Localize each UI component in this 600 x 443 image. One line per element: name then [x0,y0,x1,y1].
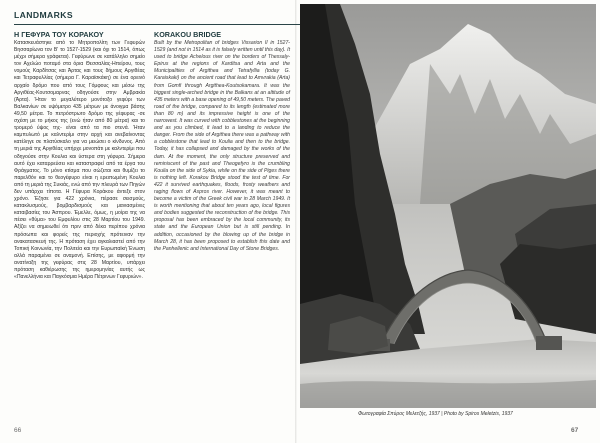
photo-caption: Φωτογραφία Σπύρος Μελετζής, 1937 | Photo by Spiros Meletzis, 1937 [358,411,513,417]
english-heading: KORAKOU BRIDGE [154,30,222,39]
greek-article [14,30,145,281]
english-body: Built by the Metropolitan of bridges Vissarion II in 1527-1529 (and not in 1514 as it is falsely written until this day). It used to bridge Achelous river on the borders of Thessaly-Epirus at the regions of Karditsa and Arta and the Municipalities of Argithea and Tetrafyllia (today G. Karaiskaki) on the ancient road that lead to Amvrakia (Arta) from Gomfi through Argithea-Koutsokamara. It was the biggest single-arched bridge in the Balkans at an altitude of 435 meters with a base opening of 49,50 meters. The paved road of the bridge, compared to its length (estimated more than 80 m) and its impressive height is one of the narrowest. It was curved with cobblestones at the beginning and as you climbed, it lead to a landing to reduce the danger. From the side of Argithea there was a pathway with a cobblestone that lead to Koulia and then to the bridge. Today, it has collapsed and damaged by the works of the dam. At the moment, the only structure preserved and reminiscent of the past and Theogefyro is the crumbling Koulia on the side of Sykia, while on the side of Piges there is nothing left. Korakou Bridge stood the test of time. For 422 it survived earthquakes, floods, frosty weathers and raging flows of Aspros river. However, it was meant to become a victim of the Greek civil war in 28 March 1949. It is worth mentioning that about ten years ago, local figures and bodies suggested the reconstruction of the bridge. This proposal has been embraced by the local community, its state and the European Union but is still pending. In addition, occasioned by the blowing up of the bridge in March 28, it has been proposed to establish this date and the Panhellenic and International Day of Stone Bridges. [154,40,290,252]
bridge-photo [300,4,596,408]
page-number-right: 67 [571,427,579,434]
english-article [154,30,290,253]
greek-heading: Η ΓΕΦΥΡΑ ΤΟΥ ΚΟΡΑΚΟΥ [14,30,104,39]
section-label: LANDMARKS [14,10,73,20]
page-gutter [295,0,297,443]
greek-body: Κατασκευάστηκε από το Μητροπολίτη των Γεφυρών Βησσαρίωνα τον Β' το 1527-1529 (και όχι το 1514, όπως μέχρι σήμερα γράφεται). Γεφύρωνε σε κατάλληλο σημείο τον Αχελώο ποταμό στα όρια Θεσσαλίας-Ηπείρου, τους νομούς Καρδίτσας και Άρτας και τους δήμους Αργιθέας και Τετραφυλλίας (σήμερα Γ. Καραϊσκάκη) σε ένα ορεινό αρχαίο δρόμο που από τους Γόμφους και μέσω της Αργιθέας-Κουτσομαρνας οδηγούσε στην Αμβρακία (Άρτα). Ήταν το μεγαλύτερο μονότοξο γεφύρι των Βαλκανίων σε υψόμετρο 435 μέτρων με άνοιγμα βάσης 49,50 μέτρα. Το πετρόστρωτο δρόμο της γέφυρας -σε σχέση με το μήκος της (ενώ ήταν από 80 μέτρα) και το τρομερό ύψος της- είναι από τα πιο στενά. Ήταν καμπυλωτό με καλντερίμι στην αρχή και ανεβαίνοντας κατέληγε σε πλατύσκαλο για να μειώσει ο κίνδυνος. Από τη μεριά της Αργιθέας υπήρχε μονοπάτι με καλντερίμι που οδηγούσε στην Κουλια και ύστερα στη γέφυρα. Σήμερα αυτό έχει καταρρεύσει και καταστραφεί από τα έργα του Φράγματος. Το μόνο κτίσμα που σώζεται και θυμίζει το παρελθόν και το θεογέφυρο είναι η ερειπωμένη Κουλια από τη μεριά της Συκιάς, ενώ από την πλευρά των Πηγών δεν υπάρχει τίποτα. Η Γέφυρα Κοράκου άντεξε στον χρόνο. Έζησε για 422 χρόνια, πέρασε σεισμούς, κατακλυσμούς, βομβαρδισμούς και μανιασμένες καταιβασίες του Άσπρου. Έμελλε, όμως, η μοίρα της να πέσει «θύμα» του Εμφυλίου στις 28 Μαρτίου του 1949. Αξίζει να σημειωθεί ότι πριν από δέκα περίπου χρόνια πρόσωπα και φορείς της περιοχής πρότειναν την ανακατασκευή της. Η πρόταση έχει αγκαλιαστεί από την Τοπική Κοινωνία, την Πολιτεία και την Ευρωπαϊκή Ένωση αλλά παραμένει σε αναμονή. Επίσης, με αφορμή την ανατίναξη της γεφύρας στις 28 Μαρτίου, υπάρχει πρόταση καθιέρωσης της ημερομηνίας αυτής ως «Πανελλήνια και Παγκόσμια Ημέρα Πέτρινων Γεφυριών». [14,40,145,281]
page-number-left: 66 [14,427,22,434]
